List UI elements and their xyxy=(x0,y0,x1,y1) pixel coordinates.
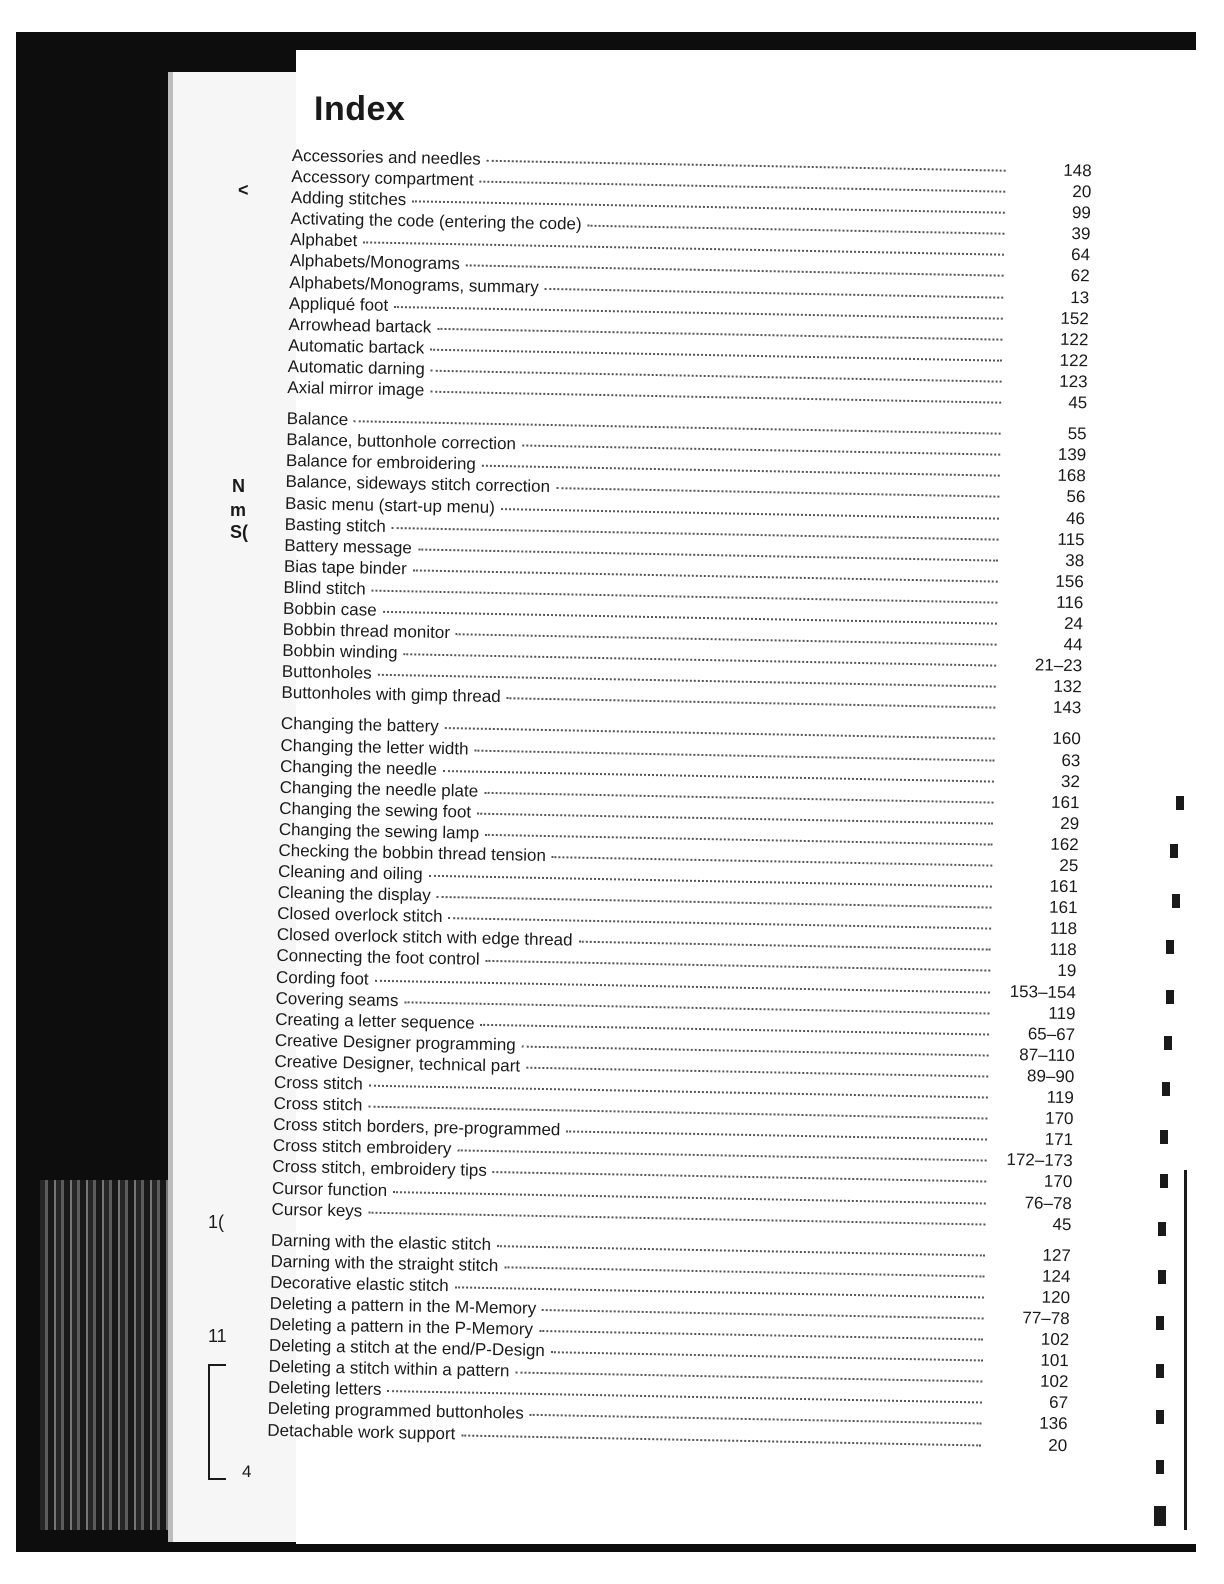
dot-leader xyxy=(566,1131,987,1141)
entry-term: Balance, buttonhole correction xyxy=(286,430,517,454)
dot-leader xyxy=(485,834,993,846)
entry-page-number: 39 xyxy=(1071,224,1091,244)
entry-page-number: 132 xyxy=(1053,676,1082,697)
entry-term: Cleaning the display xyxy=(277,883,431,905)
entry-term: Checking the bobbin thread tension xyxy=(278,840,547,866)
entry-term: Cross stitch xyxy=(273,1093,363,1115)
entry-term: Cursor function xyxy=(271,1178,388,1200)
entry-page-number: 148 xyxy=(1063,160,1092,181)
edge-mark xyxy=(1158,1222,1166,1236)
entry-term: Creative Designer programming xyxy=(274,1030,516,1055)
entry-term: Changing the sewing foot xyxy=(279,798,472,822)
dot-leader xyxy=(515,1372,982,1383)
entry-term: Blind stitch xyxy=(283,577,366,599)
dot-leader xyxy=(579,941,991,951)
dot-leader xyxy=(539,1330,983,1341)
entry-page-number: 152 xyxy=(1060,308,1090,328)
dot-leader xyxy=(526,1067,988,1078)
entry-page-number: 118 xyxy=(1049,918,1078,939)
dot-leader xyxy=(497,1245,985,1256)
dot-leader xyxy=(551,1351,983,1361)
entry-page-number: 101 xyxy=(1040,1350,1070,1371)
dot-leader xyxy=(368,1106,987,1120)
entry-page-number: 122 xyxy=(1059,350,1089,371)
index-group xyxy=(271,714,1081,1236)
edge-mark xyxy=(1172,894,1180,908)
dot-leader xyxy=(430,349,1002,362)
entry-term: Axial mirror image xyxy=(287,377,425,400)
entry-term: Balance xyxy=(286,409,349,430)
edge-mark xyxy=(1166,940,1174,954)
dot-leader xyxy=(378,674,996,688)
dot-leader xyxy=(392,527,999,541)
entry-term: Buttonholes with gimp thread xyxy=(281,683,501,707)
dot-leader xyxy=(504,1266,984,1277)
entry-page-number: 136 xyxy=(1039,1414,1068,1434)
dot-leader xyxy=(455,1286,984,1298)
entry-page-number: 153–154 xyxy=(1009,981,1077,1002)
index-list xyxy=(267,146,1092,1467)
dot-leader xyxy=(429,875,992,888)
dot-leader xyxy=(393,1191,986,1204)
prev-page-fragment: N xyxy=(232,476,245,496)
entry-term: Bobbin winding xyxy=(282,641,398,663)
entry-page-number: 21–23 xyxy=(1034,655,1083,676)
entry-page-number: 77–78 xyxy=(1022,1308,1070,1329)
entry-page-number: 139 xyxy=(1057,444,1087,465)
entry-page-number: 160 xyxy=(1052,729,1081,749)
edge-mark xyxy=(1166,990,1174,1004)
entry-page-number: 19 xyxy=(1057,961,1077,981)
entry-term: Accessories and needles xyxy=(291,146,481,169)
dot-leader xyxy=(487,160,1006,172)
dot-leader xyxy=(477,812,993,824)
edge-mark xyxy=(1156,1364,1164,1378)
entry-term: Accessory compartment xyxy=(291,167,474,190)
prev-page-fragment: < xyxy=(238,180,249,200)
dot-leader xyxy=(552,856,992,866)
edge-mark xyxy=(1160,1174,1168,1188)
edge-mark xyxy=(1156,1460,1164,1474)
entry-term: Changing the battery xyxy=(280,714,439,737)
dot-leader xyxy=(404,1001,989,1014)
entry-term: Darning with the straight stitch xyxy=(270,1251,499,1275)
dot-leader xyxy=(394,306,1003,320)
entry-term: Closed overlock stitch with edge thread xyxy=(276,925,573,950)
index-group xyxy=(267,1230,1071,1456)
dot-leader xyxy=(387,1390,982,1403)
edge-mark xyxy=(1156,1316,1164,1330)
dot-leader xyxy=(413,569,998,582)
entry-term: Bobbin case xyxy=(282,598,377,620)
entry-term: Alphabet xyxy=(290,230,358,251)
edge-line xyxy=(1184,1170,1187,1530)
entry-page-number: 44 xyxy=(1063,634,1083,655)
entry-term: Creating a letter sequence xyxy=(275,1009,475,1033)
entry-term: Connecting the foot control xyxy=(276,946,480,970)
entry-page-number: 124 xyxy=(1041,1266,1071,1286)
prev-page-fragment: 1( xyxy=(208,1212,225,1232)
prev-page-fragment: m xyxy=(230,500,247,520)
entry-page-number: 55 xyxy=(1067,424,1087,444)
thumb-index-edge xyxy=(1150,470,1200,1540)
page-edge-shadow xyxy=(40,1180,180,1530)
entry-term: Cross stitch embroidery xyxy=(272,1136,452,1159)
edge-mark xyxy=(1170,844,1178,858)
entry-term: Adding stitches xyxy=(290,188,407,210)
dot-leader xyxy=(556,488,999,499)
dot-leader xyxy=(588,225,1005,235)
entry-page-number: 102 xyxy=(1040,1329,1070,1350)
dot-leader xyxy=(404,653,997,666)
entry-term: Decorative elastic stitch xyxy=(270,1272,449,1296)
dot-leader xyxy=(522,1045,989,1056)
entry-term: Cording foot xyxy=(275,967,369,989)
page-title: Index xyxy=(314,90,406,128)
index-group xyxy=(287,146,1092,414)
entry-term: Deleting a pattern in the P-Memory xyxy=(269,1314,534,1339)
dot-leader xyxy=(368,1211,985,1225)
entry-term: Changing the needle xyxy=(279,756,438,779)
dot-leader xyxy=(443,770,994,783)
entry-term: Deleting a stitch at the end/P-Design xyxy=(268,1335,546,1361)
entry-page-number: 171 xyxy=(1044,1129,1074,1150)
entry-page-number: 89–90 xyxy=(1026,1066,1075,1087)
dot-leader xyxy=(482,465,1000,477)
entry-term: Appliqué foot xyxy=(288,293,389,315)
entry-page-number: 65–67 xyxy=(1027,1024,1076,1044)
entry-page-number: 168 xyxy=(1057,466,1086,486)
entry-page-number: 161 xyxy=(1049,876,1079,897)
entry-term: Cross stitch borders, pre-programmed xyxy=(273,1115,561,1140)
edge-mark xyxy=(1176,796,1184,810)
dot-leader xyxy=(456,633,997,645)
entry-page-number: 116 xyxy=(1056,592,1084,613)
index-group xyxy=(281,409,1087,720)
entry-term: Deleting programmed buttonholes xyxy=(267,1399,524,1424)
entry-page-number: 170 xyxy=(1044,1108,1074,1129)
entry-page-number: 38 xyxy=(1065,550,1085,570)
entry-term: Balance for embroidering xyxy=(285,451,477,474)
dot-leader xyxy=(383,611,997,625)
entry-term: Automatic darning xyxy=(287,356,425,379)
entry-page-number: 87–110 xyxy=(1019,1044,1075,1066)
entry-page-number: 45 xyxy=(1052,1214,1072,1234)
prev-page-fragment: 11 xyxy=(208,1326,227,1346)
entry-page-number: 20 xyxy=(1048,1435,1068,1455)
dot-leader xyxy=(481,1024,990,1036)
entry-term: Deleting a stitch within a pattern xyxy=(268,1357,510,1381)
dot-leader xyxy=(430,391,1001,404)
entry-page-number: 56 xyxy=(1066,487,1086,507)
dot-leader xyxy=(501,508,999,520)
section-bracket xyxy=(208,1364,226,1480)
entry-page-number: 62 xyxy=(1070,266,1090,286)
dot-leader xyxy=(431,370,1002,383)
entry-term: Darning with the elastic stitch xyxy=(270,1230,492,1254)
edge-mark xyxy=(1160,1130,1168,1144)
entry-page-number: 143 xyxy=(1052,698,1082,718)
dot-leader xyxy=(542,1309,984,1319)
entry-page-number: 102 xyxy=(1039,1371,1069,1392)
dot-leader xyxy=(418,548,998,561)
entry-page-number: 170 xyxy=(1043,1172,1073,1192)
entry-page-number: 122 xyxy=(1059,329,1089,350)
dot-leader xyxy=(412,201,1005,214)
entry-term: Arrowhead bartack xyxy=(288,314,432,337)
entry-page-number: 120 xyxy=(1041,1287,1071,1308)
entry-page-number: 46 xyxy=(1065,508,1086,528)
dot-leader xyxy=(375,979,990,993)
edge-mark xyxy=(1162,1082,1170,1096)
entry-term: Deleting letters xyxy=(267,1378,382,1400)
entry-page-number: 172–173 xyxy=(1006,1150,1073,1171)
entry-term: Closed overlock stitch xyxy=(277,904,443,927)
entry-term: Cross stitch xyxy=(273,1072,363,1094)
entry-term: Covering seams xyxy=(275,988,399,1010)
dot-leader xyxy=(461,1434,981,1446)
edge-mark xyxy=(1156,1410,1164,1424)
entry-page-number: 25 xyxy=(1059,855,1079,876)
dot-leader xyxy=(486,960,991,972)
entry-page-number: 13 xyxy=(1070,287,1090,307)
dot-leader xyxy=(474,749,994,761)
entry-page-number: 20 xyxy=(1072,182,1092,202)
entry-page-number: 162 xyxy=(1050,834,1079,855)
entry-term: Cleaning and oiling xyxy=(277,861,423,884)
entry-term: Bias tape binder xyxy=(283,556,407,579)
entry-page-number: 119 xyxy=(1048,1003,1076,1023)
dot-leader xyxy=(507,698,996,709)
entry-term: Battery message xyxy=(284,535,413,558)
dot-leader xyxy=(457,1150,986,1162)
entry-page-number: 119 xyxy=(1046,1087,1075,1108)
entry-page-number: 45 xyxy=(1068,392,1088,413)
prev-page-fragment: S( xyxy=(230,522,248,542)
dot-leader xyxy=(484,792,993,804)
entry-page-number: 29 xyxy=(1060,813,1080,834)
entry-term: Changing the sewing lamp xyxy=(278,819,480,843)
entry-term: Cursor keys xyxy=(271,1199,363,1221)
dot-leader xyxy=(445,727,995,740)
entry-page-number: 118 xyxy=(1049,940,1077,960)
entry-term: Bobbin thread monitor xyxy=(282,619,451,643)
entry-term: Buttonholes xyxy=(281,662,372,683)
entry-term: Automatic bartack xyxy=(287,335,425,358)
entry-page-number: 161 xyxy=(1050,792,1080,812)
dot-leader xyxy=(369,1085,988,1099)
dot-leader xyxy=(449,917,992,929)
dot-leader xyxy=(493,1171,986,1182)
entry-term: Basic menu (start-up menu) xyxy=(284,493,496,517)
entry-term: Basting stitch xyxy=(284,514,387,536)
page-number: 4 xyxy=(242,1462,252,1481)
entry-term: Deleting a pattern in the M-Memory xyxy=(269,1293,537,1318)
entry-page-number: 127 xyxy=(1042,1245,1072,1265)
entry-term: Changing the letter width xyxy=(280,735,469,759)
dot-leader xyxy=(530,1414,982,1425)
entry-page-number: 115 xyxy=(1057,529,1085,549)
entry-page-number: 67 xyxy=(1048,1393,1069,1413)
dot-leader xyxy=(437,328,1002,341)
entry-term: Cross stitch, embroidery tips xyxy=(272,1157,487,1181)
entry-page-number: 32 xyxy=(1060,771,1081,791)
entry-term: Alphabets/Monograms xyxy=(289,251,461,274)
entry-page-number: 63 xyxy=(1061,750,1081,770)
entry-term: Balance, sideways stitch correction xyxy=(285,472,551,497)
entry-page-number: 123 xyxy=(1059,371,1088,392)
entry-term: Changing the needle plate xyxy=(279,777,479,801)
entry-page-number: 76–78 xyxy=(1024,1192,1073,1213)
entry-term: Detachable work support xyxy=(267,1420,456,1443)
edge-mark xyxy=(1164,1036,1172,1050)
edge-mark xyxy=(1154,1506,1166,1526)
edge-mark xyxy=(1158,1270,1166,1284)
entry-page-number: 161 xyxy=(1048,897,1078,918)
dot-leader xyxy=(466,265,1004,277)
entry-page-number: 24 xyxy=(1063,613,1084,634)
dot-leader xyxy=(437,896,992,909)
entry-term: Alphabets/Monograms, summary xyxy=(289,272,539,297)
entry-page-number: 156 xyxy=(1055,571,1084,592)
entry-term: Activating the code (entering the code) xyxy=(290,209,582,234)
entry-term: Creative Designer, technical part xyxy=(274,1051,521,1076)
dot-leader xyxy=(545,287,1004,298)
entry-page-number: 99 xyxy=(1071,203,1092,223)
dot-leader xyxy=(522,445,1000,456)
entry-page-number: 64 xyxy=(1070,245,1091,265)
dot-leader xyxy=(480,181,1006,193)
